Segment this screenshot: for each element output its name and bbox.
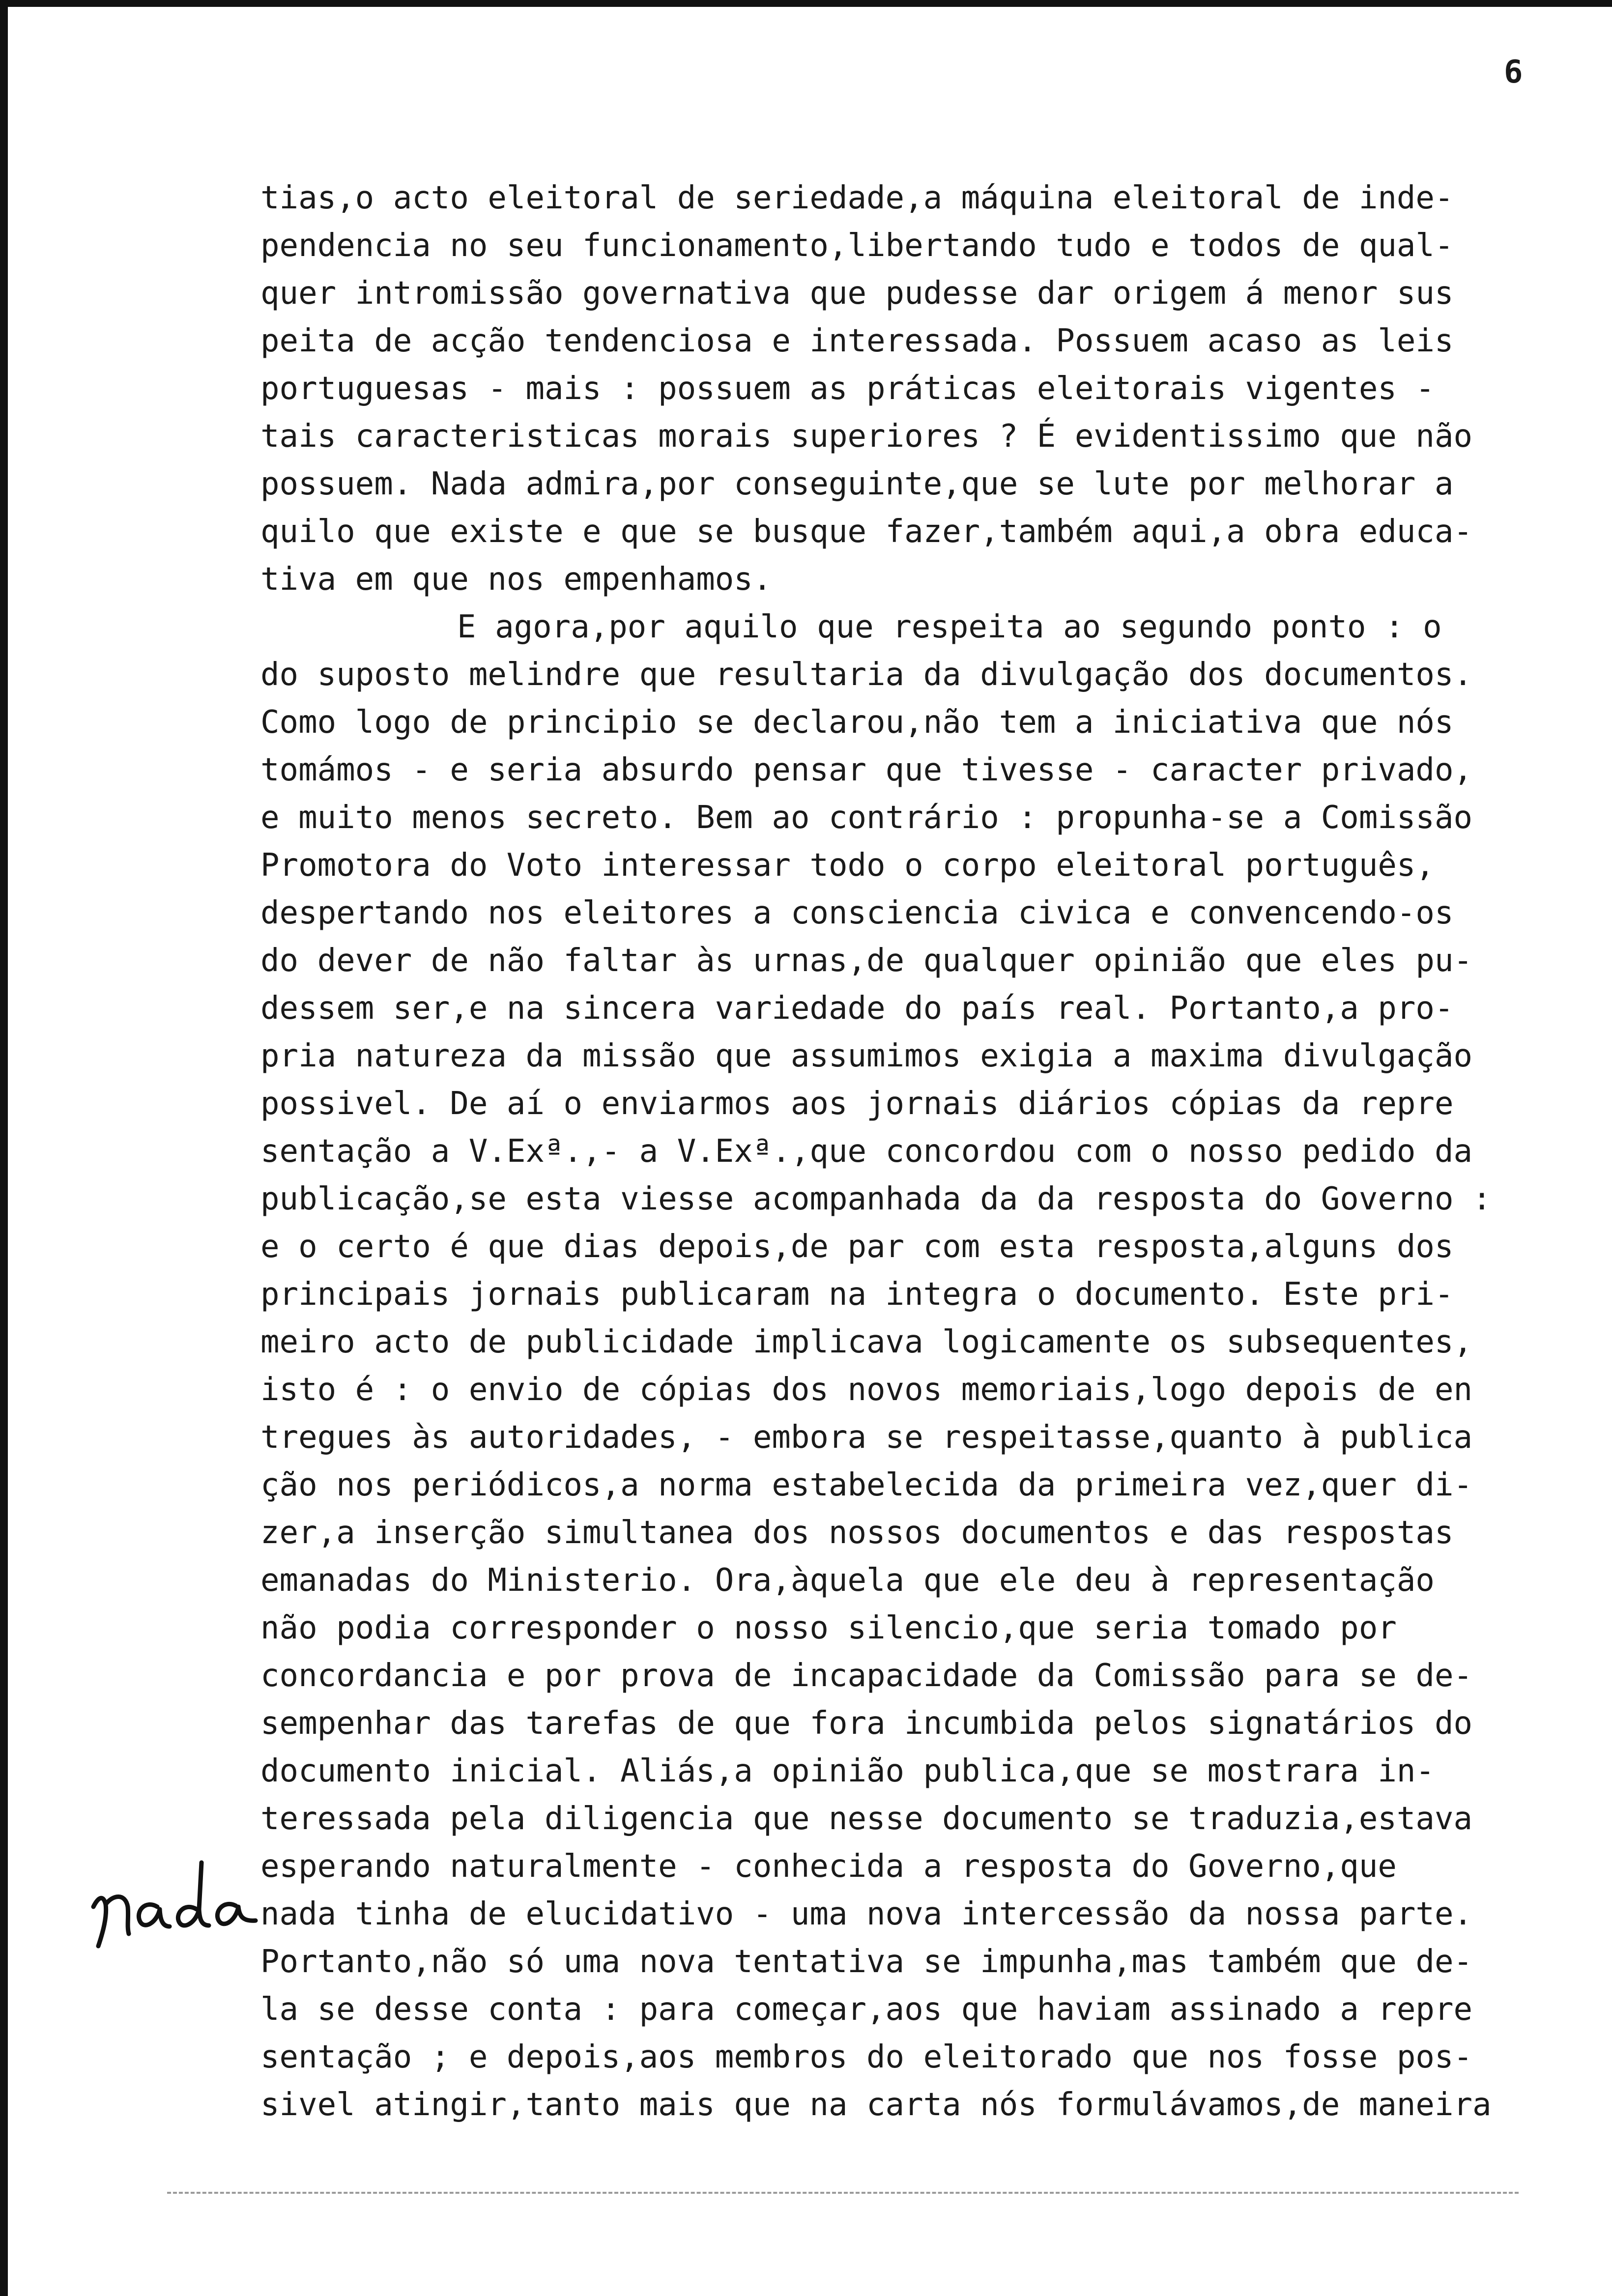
text-line: Promotora do Voto interessar todo o corpo eleitoral português, — [260, 847, 1435, 884]
text-line: sempenhar das tarefas de que fora incumbida pelos signatários do — [260, 1705, 1472, 1742]
text-line: peita de acção tendenciosa e interessada. Possuem acaso as leis — [260, 323, 1454, 359]
text-line: possivel. De aí o enviarmos aos jornais diários cópias da repre — [260, 1086, 1454, 1122]
text-line: E agora,por aquilo que respeita ao segundo ponto : o — [457, 609, 1442, 645]
text-line: teressada pela diligencia que nesse documento se traduzia,estava — [260, 1801, 1472, 1837]
text-line: e muito menos secreto. Bem ao contrário : propunha-se a Comissão — [260, 800, 1472, 836]
text-line: ção nos periódicos,a norma estabelecida da primeira vez,quer di- — [260, 1467, 1472, 1503]
text-line: e o certo é que dias depois,de par com esta resposta,alguns dos — [260, 1229, 1454, 1265]
text-line: concordancia e por prova de incapacidade da Comissão para se de- — [260, 1658, 1472, 1694]
text-line: zer,a inserção simultanea dos nossos documentos e das respostas — [260, 1515, 1454, 1551]
text-line: tias,o acto eleitoral de seriedade,a máquina eleitoral de inde- — [260, 180, 1454, 216]
text-line: tomámos - e seria absurdo pensar que tivesse - caracter privado, — [260, 752, 1472, 788]
text-line: dessem ser,e na sincera variedade do país real. Portanto,a pro- — [260, 990, 1454, 1027]
text-line: sivel atingir,tanto mais que na carta nós formulávamos,de maneira — [260, 2087, 1492, 2123]
text-line: principais jornais publicaram na integra o documento. Este pri- — [260, 1276, 1454, 1313]
text-line: nada tinha de elucidativo - uma nova intercessão da nossa parte. — [260, 1896, 1472, 1932]
text-line: sentação a V.Exª.,- a V.Exª.,que concordou com o nosso pedido da — [260, 1133, 1472, 1170]
text-line: não podia corresponder o nosso silencio,que seria tomado por — [260, 1610, 1397, 1646]
handwritten-margin-note — [84, 1848, 260, 1961]
text-line: quilo que existe e que se busque fazer,também aqui,a obra educa- — [260, 514, 1472, 550]
text-line: emanadas do Ministerio. Ora,àquela que ele deu à representação — [260, 1562, 1435, 1599]
text-line: do suposto melindre que resultaria da divulgação dos documentos. — [260, 657, 1472, 693]
text-line: pria natureza da missão que assumimos exigia a maxima divulgação — [260, 1038, 1472, 1074]
text-line: meiro acto de publicidade implicava logicamente os subsequentes, — [260, 1324, 1472, 1360]
page-border-left — [0, 0, 8, 2296]
text-line: portuguesas - mais : possuem as práticas eleitorais vigentes - — [260, 371, 1435, 407]
text-line: esperando naturalmente - conhecida a resposta do Governo,que — [260, 1848, 1397, 1885]
text-line: pendencia no seu funcionamento,libertando tudo e todos de qual- — [260, 228, 1454, 264]
text-line: possuem. Nada admira,por conseguinte,que se lute por melhorar a — [260, 466, 1454, 502]
text-line: la se desse conta : para começar,aos que haviam assinado a repre — [260, 1991, 1472, 2028]
text-line: sentação ; e depois,aos membros do eleitorado que nos fosse pos- — [260, 2039, 1472, 2075]
body-text — [260, 174, 1548, 2129]
text-line: isto é : o envio de cópias dos novos memoriais,logo depois de en — [260, 1372, 1472, 1408]
text-line: Como logo de principio se declarou,não tem a iniciativa que nós — [260, 704, 1454, 741]
text-line: publicação,se esta viesse acompanhada da da resposta do Governo : — [260, 1181, 1492, 1217]
text-line: despertando nos eleitores a consciencia civica e convencendo-os — [260, 895, 1454, 931]
text-line: tregues às autoridades, - embora se respeitasse,quanto à publica — [260, 1419, 1472, 1456]
text-line: documento inicial. Aliás,a opinião publica,que se mostrara in- — [260, 1753, 1435, 1789]
text-line: do dever de não faltar às urnas,de qualquer opinião que eles pu- — [260, 943, 1472, 979]
text-line: quer intromissão governativa que pudesse dar origem á menor sus — [260, 275, 1454, 312]
text-line: tiva em que nos empenhamos. — [260, 561, 772, 598]
text-line: Portanto,não só uma nova tentativa se impunha,mas também que de- — [260, 1944, 1472, 1980]
page-bottom-rule — [167, 2192, 1519, 2196]
page-number: 6 — [1504, 54, 1523, 90]
text-line: tais caracteristicas morais superiores ? É evidentissimo que não — [260, 418, 1472, 455]
page-border-top — [0, 0, 1612, 7]
